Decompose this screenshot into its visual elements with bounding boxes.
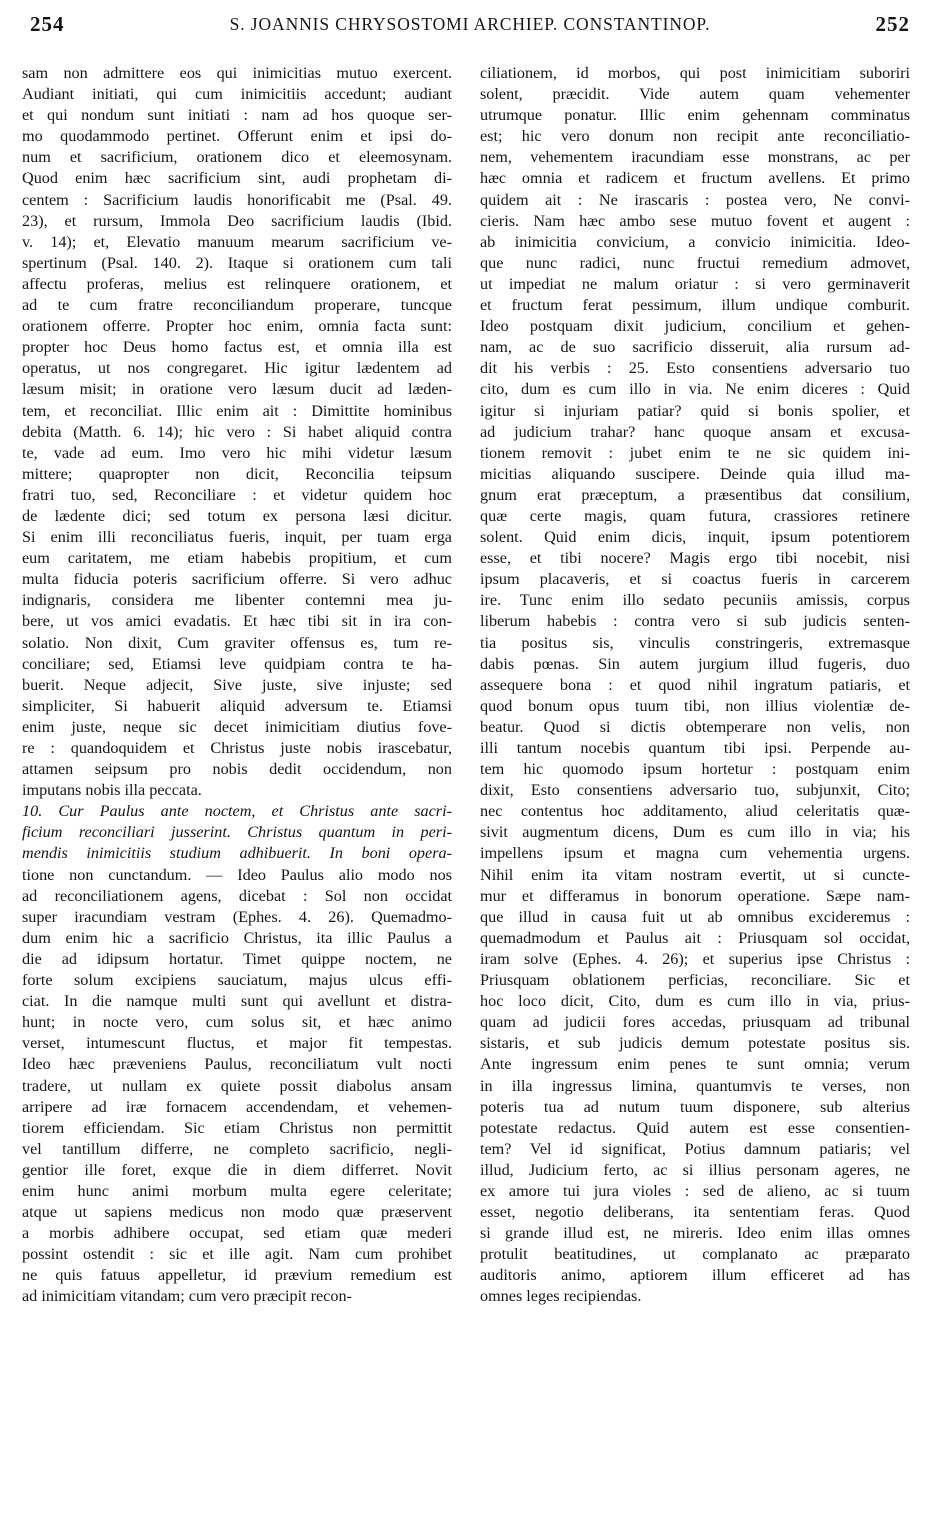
- text-line: gentior ille foret, exque die in diem differret. Novit: [22, 1160, 452, 1179]
- text-line: ad inimicitiam vitandam; cum vero præcipit recon-: [22, 1287, 352, 1306]
- text-line: debita (Matth. 6. 14); hic vero : Si habet aliquid contra: [22, 422, 452, 441]
- text-line: cieris. Nam hæc ambo sese mutuo fovent et augent :: [480, 211, 910, 230]
- text-line: ficium reconciliari jusserint. Christus quantum in peri-: [22, 823, 452, 842]
- text-line: ab inimicitia convicium, a convicio inimicitia. Ideo-: [480, 232, 910, 251]
- text-line: fratri tuo, sed, Reconciliare : et videtur quidem hoc: [22, 485, 452, 504]
- text-line: ex amore tui jura violes : sed de alieno, ac si tuum: [480, 1181, 910, 1200]
- text-line: et fructum ferat pessimum, illum undique comburit.: [480, 296, 910, 315]
- text-line: mo quodammodo pertinet. Offerunt enim et ipsi do-: [22, 127, 452, 146]
- text-line: operatus, ut nos congregaret. Hic igitur lædentem ad: [22, 359, 452, 378]
- text-line: tradere, ut nullam ex quiete possit diabolus ansam: [22, 1076, 452, 1095]
- text-line: forte solum excipiens sauciatum, majus ulcus effi-: [22, 971, 452, 990]
- text-line: Priusquam oblationem perficias, reconciliare. Sic et: [480, 971, 910, 990]
- text-line: esset, negotio deliberans, ita sententiam feras. Quod: [480, 1203, 910, 1222]
- text-line: omnes leges recipiendas.: [480, 1287, 642, 1306]
- text-line: sam non admittere eos qui inimicitias mutuo exercent.: [22, 64, 452, 82]
- text-line: tem, et reconciliat. Illic enim ait : Dimittite hominibus: [22, 401, 452, 420]
- text-line: attamen seipsum pro nobis dedit occidendum, non: [22, 760, 452, 779]
- text-line: auditoris animo, aptiorem illum efficeret ad has: [480, 1266, 910, 1285]
- text-line: possint ostendit : sic et ille agit. Nam cum prohibet: [22, 1245, 452, 1264]
- text-line: simpliciter, Si habuerit aliquid adversum te. Etiamsi: [22, 696, 452, 715]
- text-line: micitias aliquando suscipere. Deinde quia illud ma-: [480, 464, 910, 483]
- text-line: tionem removit : jubet enim te ne sic quidem ini-: [480, 443, 910, 462]
- text-line: Ideo postquam dixit judicium, concilium et gehen-: [480, 317, 910, 336]
- text-line: vel tantillum differre, ne completo sacrificio, negli-: [22, 1139, 452, 1158]
- text-line: die ad idipsum hortatur. Timet quippe noctem, ne: [22, 949, 452, 968]
- text-line: igitur si injuriam patiar? quid si bonis spolier, et: [480, 401, 910, 420]
- text-line: indignaris, considera me libenter contemni mea ju-: [22, 591, 452, 610]
- text-line: te, vade ad eum. Imo vero hic mihi videtur læsum: [22, 443, 452, 462]
- text-line: sivit augmentum dicens, Dum es cum illo in via; his: [480, 823, 910, 842]
- text-line: imputans nobis illa peccata.: [22, 781, 202, 800]
- text-line: tiorem efficiendam. Sic etiam Christus non permittit: [22, 1118, 452, 1137]
- text-line: dit his verbis : 25. Esto consentiens adversario tuo: [480, 359, 910, 378]
- text-line: tem? Vel id significat, Potius damnum patiaris; vel: [480, 1139, 910, 1158]
- text-line: propter hoc Deus homo factus est, et omnia illa est: [22, 338, 452, 357]
- text-line: affectu proferas, melius est relinquere orationem, et: [22, 274, 452, 293]
- text-line: Ideo hæc præveniens Paulus, reconciliatum vult nocti: [22, 1055, 452, 1074]
- text-line: si grande illud est, ne mireris. Ideo enim illas omnes: [480, 1224, 910, 1243]
- text-line: Si enim illi reconciliatus fueris, inquit, per tuam erga: [22, 528, 452, 547]
- text-line: solent, præcidit. Vide autem quam vehementer: [480, 85, 910, 104]
- text-line: sistaris, et sub judicis demum potestate positus sis.: [480, 1034, 910, 1053]
- text-line: esse, et tibi nocere? Magis ergo tibi nocebit, nisi: [480, 549, 910, 568]
- text-line: solent. Quid enim dicis, inquit, ipsum potentiorem: [480, 528, 910, 547]
- text-line: liberum habebis : contra vero si sub judicis senten-: [480, 612, 910, 631]
- text-line: atque ut sapiens medicus non modo quæ præservent: [22, 1203, 452, 1222]
- text-line: et qui nondum sunt initiati : nam ad hos quoque ser-: [22, 106, 452, 125]
- text-line: num et sacrificium, orationem dico et eleemosynam.: [22, 148, 452, 167]
- text-line: enim juste, neque sic decet inimicitiam diutius fove-: [22, 717, 452, 736]
- text-line: quæ certe magis, quam futura, crassiores retinere: [480, 506, 910, 525]
- text-line: Nihil enim ita vitam nostram evertit, ut si cuncte-: [480, 865, 910, 884]
- text-line: 10. Cur Paulus ante noctem, et Christus ante sacri-: [22, 802, 452, 821]
- text-line: læsum misit; in oratione vero læsum ducit ad læden-: [22, 380, 452, 399]
- page-header: [30, 12, 910, 40]
- page-number-right: 252: [875, 12, 910, 36]
- text-line: nec contentus hoc additamento, aliud celeritatis quæ-: [480, 802, 910, 821]
- text-line: quam ad judicii fores accedas, priusquam ad tribunal: [480, 1013, 910, 1032]
- text-line: conciliare; sed, Etiamsi leve quidpiam contra te ha-: [22, 654, 452, 673]
- text-line: hunt; in nocte vero, cum solus sit, et hæc animo: [22, 1013, 452, 1032]
- text-line: eum caritatem, me etiam habebis propitium, et cum: [22, 549, 452, 568]
- text-line: re : quandoquidem et Christus juste nobis irascebatur,: [22, 739, 452, 757]
- text-line: orationem offerre. Propter hoc enim, omnia facta sunt:: [22, 317, 452, 336]
- text-line: ne quis fatuus appelletur, id prævium remedium est: [22, 1266, 452, 1285]
- text-line: Quod enim hæc sacrificium sint, audi prophetam di-: [22, 169, 452, 188]
- text-line: ipsum placaveris, et si coactus fueris in carcerem: [480, 570, 910, 589]
- text-line: centem : Sacrificium laudis honorificabit me (Psal. 49.: [22, 190, 452, 209]
- text-line: enim hunc animi morbum multa egere celeritate;: [22, 1181, 452, 1200]
- running-title: S. JOANNIS CHRYSOSTOMI ARCHIEP. CONSTANTINOP.: [229, 14, 711, 34]
- text-line: hoc loco dicit, Cito, dum es cum illo in via, prius-: [480, 992, 910, 1011]
- text-line: ad te cum fratre reconciliandum properare, tuncque: [22, 296, 452, 315]
- text-line: que nunc radici, nunc fructui remedium admovet,: [480, 253, 910, 272]
- page-number-left: 254: [30, 12, 65, 36]
- text-line: iram solve (Ephes. 4. 26); et superius ipse Christus :: [480, 949, 910, 968]
- text-line: Audiant initiati, qui cum inimicitiis accedunt; audiant: [22, 85, 452, 104]
- text-line: quidem ait : Ne irascaris : postea vero, Ne convi-: [480, 190, 910, 209]
- text-line: a morbis adhibere occupat, sed etiam quæ mederi: [22, 1224, 452, 1243]
- text-line: tione non cunctandum. — Ideo Paulus alio modo nos: [22, 865, 452, 884]
- text-line: est; hic vero donum non recipit ante reconciliatio-: [480, 127, 910, 146]
- text-line: ciat. In die namque multi sunt qui avellunt et distra-: [22, 992, 452, 1011]
- text-line: mittere; quapropter non dicit, Reconcilia teipsum: [22, 464, 452, 483]
- text-line: beatur. Quod si dictis obtemperare non velis, non: [480, 717, 910, 736]
- text-line: nam, ac de suo sacrificio disseruit, alia rursum ad-: [480, 338, 910, 357]
- text-line: protulit beatitudines, ut complanato ac præparato: [480, 1245, 910, 1264]
- text-line: illud, Judicium ferto, ac si illius personam ageres, ne: [480, 1160, 910, 1179]
- text-line: potestate redactus. Quid autem est esse consentien-: [480, 1118, 910, 1137]
- text-line: poteris tua ad nutum tuum disponere, sub alterius: [480, 1097, 910, 1116]
- text-line: tia positus sis, vinculis constringeris, extremasque: [480, 633, 910, 652]
- left-column: [22, 63, 452, 1308]
- text-line: assequere bona : et quod nihil ingratum patiaris, et: [480, 675, 910, 694]
- text-line: spertinum (Psal. 140. 2). Itaque si orationem cum tali: [22, 253, 452, 272]
- text-line: 23), et rursum, Immola Deo sacrificium laudis (Ibid.: [22, 211, 452, 230]
- text-line: solatio. Non dixit, Cum graviter offensus es, tum re-: [22, 633, 452, 652]
- text-line: gnum erat præceptum, a præsentibus dat consilium,: [480, 485, 910, 504]
- text-line: v. 14); et, Elevatio manuum mearum sacrificium ve-: [22, 232, 452, 251]
- text-line: multa fiducia poteris sacrificium offerre. Si vero adhuc: [22, 570, 452, 589]
- text-line: verset, intumescunt fluctus, et major fit tempestas.: [22, 1034, 452, 1053]
- text-line: hæc omnia et radicem et fructum avellens. Et primo: [480, 169, 910, 188]
- text-line: buerit. Neque adjecit, Sive juste, sive injuste; sed: [22, 675, 452, 694]
- text-line: ut impediat ne malum oriatur : si vero germinaverit: [480, 274, 910, 293]
- text-line: dum enim hic a sacrificio Christus, ita illic Paulus a: [22, 928, 452, 947]
- text-line: de lædente dici; sed totum ex persona læsi dicitur.: [22, 506, 452, 525]
- text-line: dixit, Esto consentiens adversario tuo, subjunxit, Cito;: [480, 781, 910, 800]
- text-line: ire. Tunc enim illo sedato pecuniis amissis, corpus: [480, 591, 910, 610]
- text-line: Ante ingressum enim penes te sunt omnia; verum: [480, 1055, 910, 1074]
- text-line: bere, ut vos amici evadatis. Et hæc tibi sit in ira con-: [22, 612, 452, 631]
- text-line: in illa ingressus limina, quantumvis te verses, non: [480, 1076, 910, 1095]
- text-line: quod bonum opus tuum tibi, non illius violentiæ de-: [480, 696, 910, 715]
- text-line: illi tantum nocebis quantum tibi ipsi. Perpende au-: [480, 739, 910, 757]
- text-line: arripere ad iræ fornacem accendendam, et vehemen-: [22, 1097, 452, 1116]
- text-line: ad judicium trahar? hanc quoque ansam et excusa-: [480, 422, 910, 441]
- text-line: mur et differamus in bonorum operatione. Sæpe nam-: [480, 886, 910, 905]
- text-line: mendis inimicitiis studium adhibuerit. In boni opera-: [22, 844, 452, 863]
- text-line: cito, dum es cum illo in via. Ne enim diceres : Quid: [480, 380, 910, 399]
- text-line: ad reconciliationem agens, dicebat : Sol non occidat: [22, 886, 452, 905]
- text-line: impellens ipsum et magna cum vehementia urgens.: [480, 844, 910, 863]
- text-line: super iracundiam vestram (Ephes. 4. 26). Quemadmo-: [22, 907, 452, 926]
- text-line: que illud in causa fuit ut ab omnibus excideremus :: [480, 907, 910, 926]
- right-column: [480, 63, 910, 1308]
- text-line: dabis pœnas. Sin autem jurgium illud fugeris, duo: [480, 654, 910, 673]
- text-line: ciliationem, id morbos, qui post inimicitiam suboriri: [480, 64, 910, 82]
- text-line: utrumque ponatur. Illic enim gehennam comminatus: [480, 106, 910, 125]
- text-line: quemadmodum et Paulus ait : Priusquam sol occidat,: [480, 928, 910, 947]
- text-line: nem, vehementem iracundiam esse monstrans, ac per: [480, 148, 910, 167]
- text-line: tem hic quomodo ipsum hortetur : postquam enim: [480, 760, 910, 779]
